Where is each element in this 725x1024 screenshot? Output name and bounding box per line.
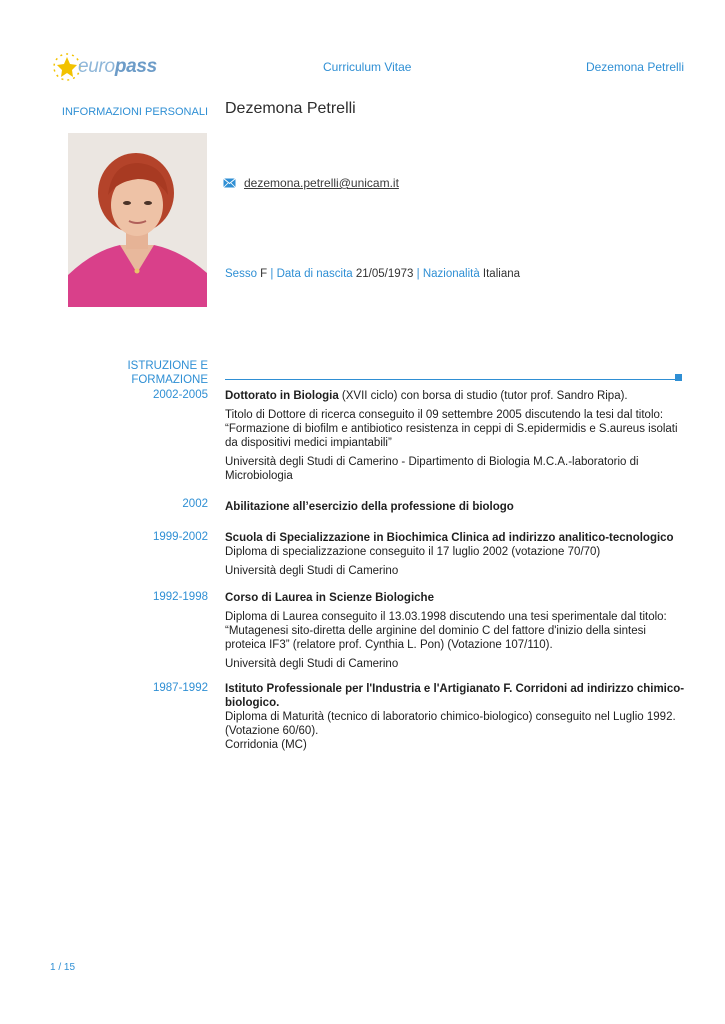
education-entry bbox=[225, 531, 685, 578]
nationality-value: Italiana bbox=[482, 268, 521, 280]
entry-date: 2002 bbox=[182, 498, 208, 510]
profile-photo bbox=[68, 133, 207, 307]
education-label: ISTRUZIONE E FORMAZIONE bbox=[127, 360, 208, 386]
envelope-icon bbox=[223, 178, 236, 188]
entry-date: 1987-1992 bbox=[153, 682, 208, 694]
entry-description: Diploma di Laurea conseguito il 13.03.1998 discutendo una tesi sperimentale dal titolo: “Mutagenesi sito-diretta delle arginine del dominio C del fattore d'inizio della sintesi proteica IF3” (relatore prof. Cynthia L. Pon) (Votazione 107/110). bbox=[225, 611, 667, 651]
header-owner-name: Dezemona Petrelli bbox=[585, 60, 684, 74]
education-entry bbox=[225, 682, 685, 752]
email-row bbox=[223, 176, 399, 190]
birthdate-label: | Data di nascita bbox=[270, 268, 353, 280]
full-name: Dezemona Petrelli bbox=[225, 100, 356, 117]
page-number: 1 / 15 bbox=[50, 962, 76, 973]
education-entry bbox=[225, 500, 685, 514]
entry-title: Scuola di Specializzazione in Biochimica Clinica ad indirizzo analitico-tecnologico bbox=[225, 532, 674, 544]
entry-title: Dottorato in Biologia bbox=[225, 390, 339, 402]
personal-info-label: INFORMAZIONI PERSONALI bbox=[61, 106, 208, 118]
nationality-label: | Nazionalità bbox=[416, 268, 480, 280]
entry-institution: Università degli Studi di Camerino bbox=[225, 658, 399, 670]
personal-details-row bbox=[225, 268, 520, 280]
sesso-value: F bbox=[260, 268, 268, 280]
entry-institution: Università degli Studi di Camerino - Dipartimento di Biologia M.C.A.-laboratorio di Microbiologia bbox=[225, 456, 639, 482]
entry-date: 1992-1998 bbox=[153, 591, 208, 603]
entry-description: Diploma di specializzazione conseguito il 17 luglio 2002 (votazione 70/70) bbox=[225, 546, 601, 558]
doc-title: Curriculum Vitae bbox=[323, 60, 412, 74]
entry-description: Titolo di Dottore di ricerca conseguito il 09 settembre 2005 discutendo la tesi dal titolo: “Formazione di biofilm e antibiotico resistenza in ceppi di S.epidermidis e S.aureus isolati da dispositivi medici impiantabili” bbox=[225, 409, 678, 449]
entry-title: Corso di Laurea in Scienze Biologiche bbox=[225, 592, 434, 604]
education-entry bbox=[225, 591, 685, 671]
entry-title: Abilitazione all’esercizio della professione di biologo bbox=[225, 501, 514, 513]
sesso-label: Sesso bbox=[225, 268, 257, 280]
logo-wordmark: europass bbox=[78, 56, 157, 77]
education-entry: Dottorato in Biologia (XVII ciclo) con borsa di studio (tutor prof. Sandro Ripa). Titolo di Dottore di ricerca conseguito il 09 settembre 2005 discutendo la tesi dal titolo: “Formazione di biofilm e antibiotico resistenza in ceppi di S.epidermidis e S.aureus isolati da dispositivi medici impiantabili” Università degli Studi di Camerino - Dipartimento di Biologia M.C.A.-laboratorio di Microbiologia bbox=[225, 389, 685, 483]
entry-institution: Università degli Studi di Camerino bbox=[225, 565, 399, 577]
birthdate-value: 21/05/1973 bbox=[355, 268, 414, 280]
entry-date: 2002-2005 bbox=[153, 389, 208, 401]
entry-description: Diploma di Maturità (tecnico di laboratorio chimico-biologico) conseguito nel Luglio 1992. (Votazione 60/60). bbox=[225, 711, 676, 737]
entry-date: 1999-2002 bbox=[153, 531, 208, 543]
email-link[interactable]: dezemona.petrelli@unicam.it bbox=[244, 176, 399, 190]
entry-institution: Corridonia (MC) bbox=[225, 739, 307, 751]
europass-logo bbox=[50, 50, 160, 84]
section-divider-marker bbox=[675, 374, 682, 381]
entry-title: Istituto Professionale per l'Industria e l'Artigianato F. Corridoni ad indirizzo chimico-biologico. bbox=[225, 683, 685, 709]
section-divider bbox=[225, 379, 676, 380]
